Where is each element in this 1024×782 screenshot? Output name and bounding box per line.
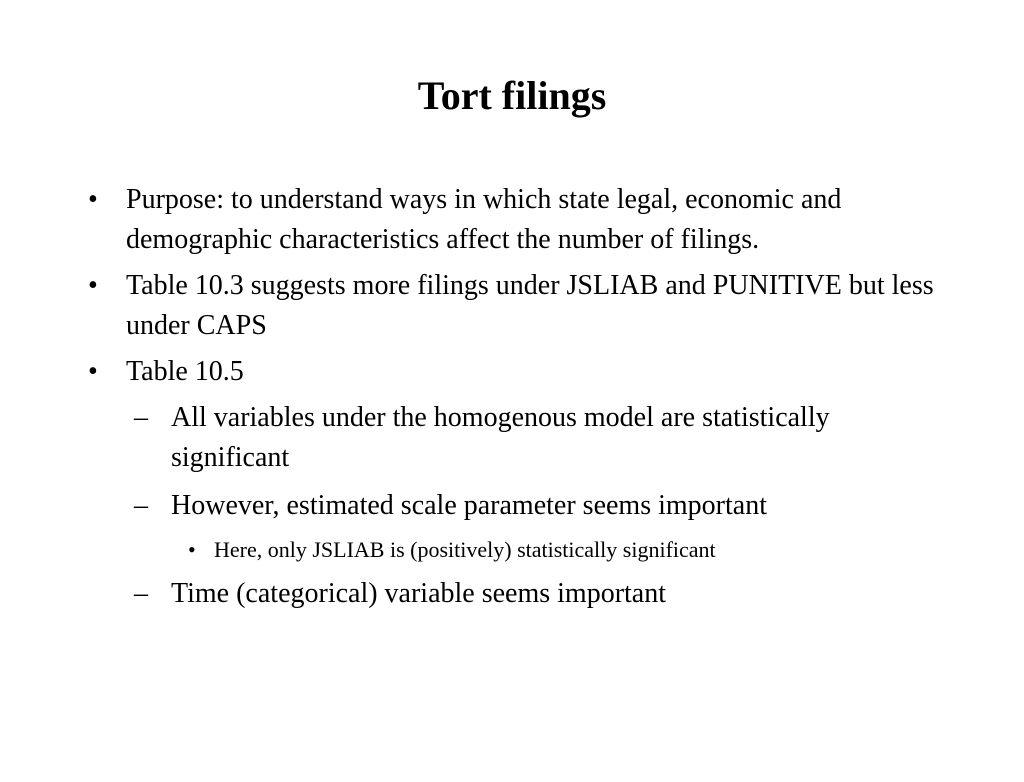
sub-bullet-text: Time (categorical) variable seems important	[171, 578, 667, 609]
bullet-text: Purpose: to understand ways in which state legal, economic and demographic characteristics affect the number of filings.	[126, 184, 842, 255]
bullet-text: Table 10.3 suggests more filings under JSLIAB and PUNITIVE but less under CAPS	[126, 270, 934, 341]
dash-marker: –	[134, 578, 148, 609]
dash-marker: –	[134, 490, 148, 521]
sub-bullet-homogenous-model	[86, 398, 946, 478]
dash-marker: –	[134, 402, 148, 433]
bullet-list	[86, 180, 946, 622]
sub-bullet-text: However, estimated scale parameter seems important	[171, 490, 767, 521]
sub-sub-bullet-jsliab	[86, 534, 946, 566]
bullet-marker: •	[88, 184, 98, 215]
sub-sub-bullet-text: Here, only JSLIAB is (positively) statistically significant	[214, 537, 716, 562]
sub-bullet-scale-parameter	[86, 486, 946, 526]
bullet-marker: •	[88, 356, 98, 387]
bullet-item-table-10-5	[86, 352, 946, 392]
bullet-marker: •	[88, 270, 98, 301]
bullet-text: Table 10.5	[126, 356, 244, 387]
sub-bullet-text: All variables under the homogenous model are statistically significant	[171, 402, 830, 473]
bullet-marker: •	[188, 537, 196, 562]
bullet-item-table-10-3	[86, 266, 946, 346]
sub-bullet-time-variable	[86, 574, 946, 614]
slide-title: Tort filings	[417, 73, 607, 118]
bullet-item-purpose	[86, 180, 946, 260]
